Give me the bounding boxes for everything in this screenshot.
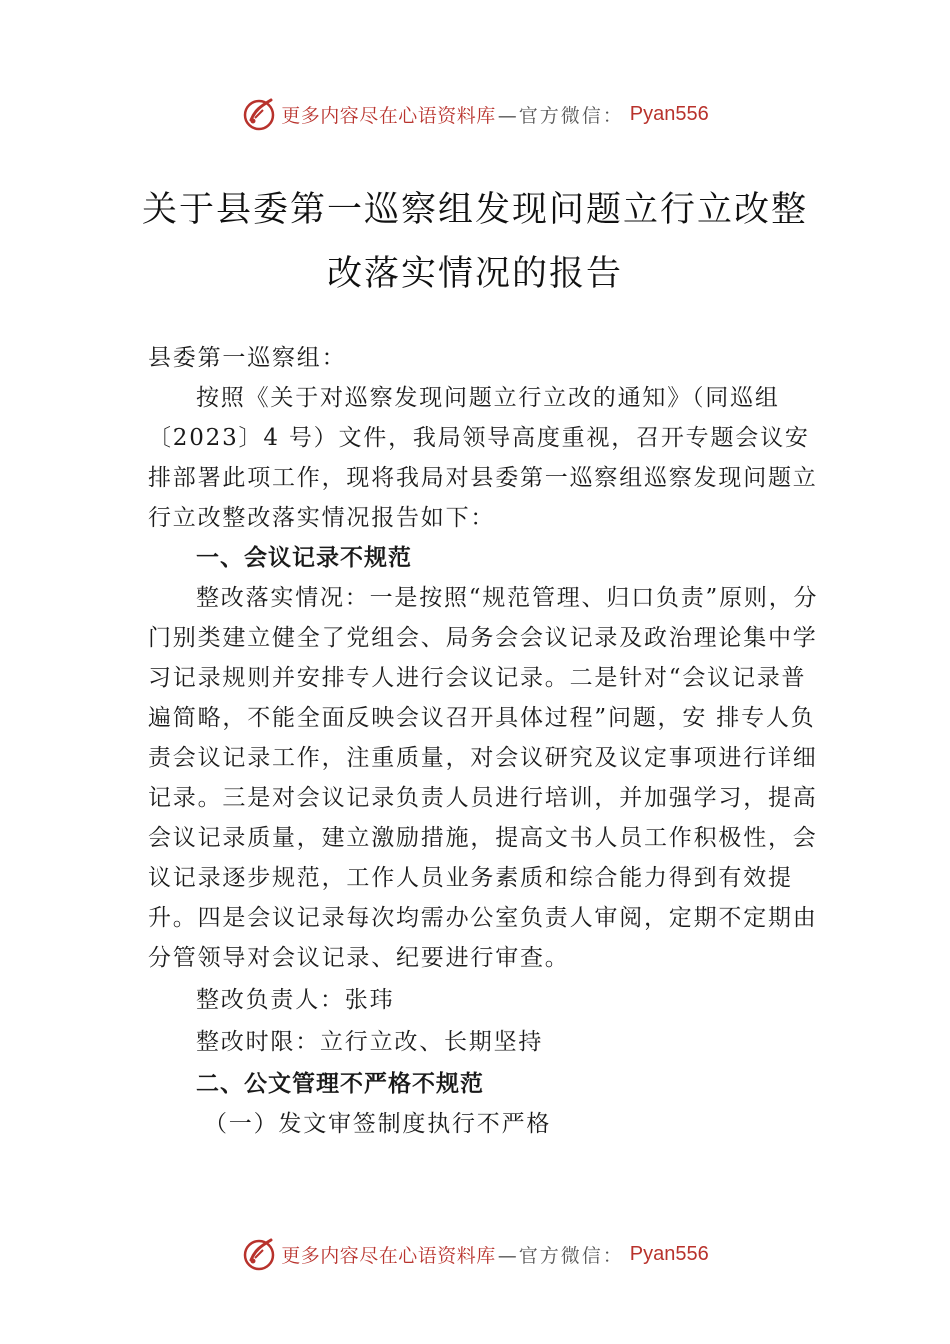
brush-seal-icon bbox=[241, 96, 277, 132]
section-1-responsible: 整改负责人：张玮 bbox=[196, 987, 395, 1013]
watermark-site-text: 更多内容尽在心语资料库 bbox=[281, 1244, 496, 1267]
title-line-2: 改落实情况的报告 bbox=[326, 254, 623, 294]
title-line-1: 关于县委第一巡察组发现问题立行立改整 bbox=[141, 190, 808, 230]
section-2-heading: 二、公文管理不严格不规范 bbox=[196, 1071, 484, 1097]
salutation: 县委第一巡察组： bbox=[148, 345, 347, 371]
brush-seal-icon bbox=[241, 1236, 277, 1272]
section-1-deadline: 整改时限：立行立改、长期坚持 bbox=[196, 1029, 544, 1055]
document-title bbox=[120, 178, 830, 306]
section-1-content: 整改落实情况：一是按照“规范管理、归口负责”原则，分门别类建立健全了党组会、局务会会议记录及政治理论集中学习记录规则并安排专人进行会议记录。二是针对“会议记录普遍简略，不能全面反映会议召开具体过程”问题，安 排专人负责会议记录工作，注重质量，对会议研究及议定事项进行详细记录。三是对会议记录负责人员进行培训，并加强学习，提高会议记录质量，建立激励措施，提高文书人员工作积极性，会议记录逐步规范，工作人员业务素质和综合能力得到有效提升。四是会议记录每次均需办公室负责人审阅，定期不定期由分管领导对会议记录、纪要进行审查。 bbox=[148, 585, 819, 971]
section-2-sub-1: （一）发文审签制度执行不严格 bbox=[204, 1111, 552, 1137]
watermark-site-text: 更多内容尽在心语资料库 bbox=[281, 104, 496, 127]
watermark-wechat-id: Pyan556 bbox=[629, 102, 709, 125]
intro-paragraph: 按照《关于对巡察发现问题立行立改的通知》（同巡组〔2023〕4 号）文件，我局领导高度重视，召开专题会议安排部署此项工作，现将我局对县委第一巡察组巡察发现问题立行立改整改落实情况报告如下： bbox=[148, 385, 818, 531]
watermark-label: —官方微信： bbox=[497, 104, 624, 127]
watermark-label: —官方微信： bbox=[497, 1244, 624, 1267]
watermark-footer bbox=[0, 1234, 950, 1274]
section-1-heading: 一、会议记录不规范 bbox=[196, 545, 412, 571]
document-body bbox=[148, 338, 823, 1144]
watermark-wechat-id: Pyan556 bbox=[629, 1242, 709, 1265]
watermark-header bbox=[0, 94, 950, 134]
